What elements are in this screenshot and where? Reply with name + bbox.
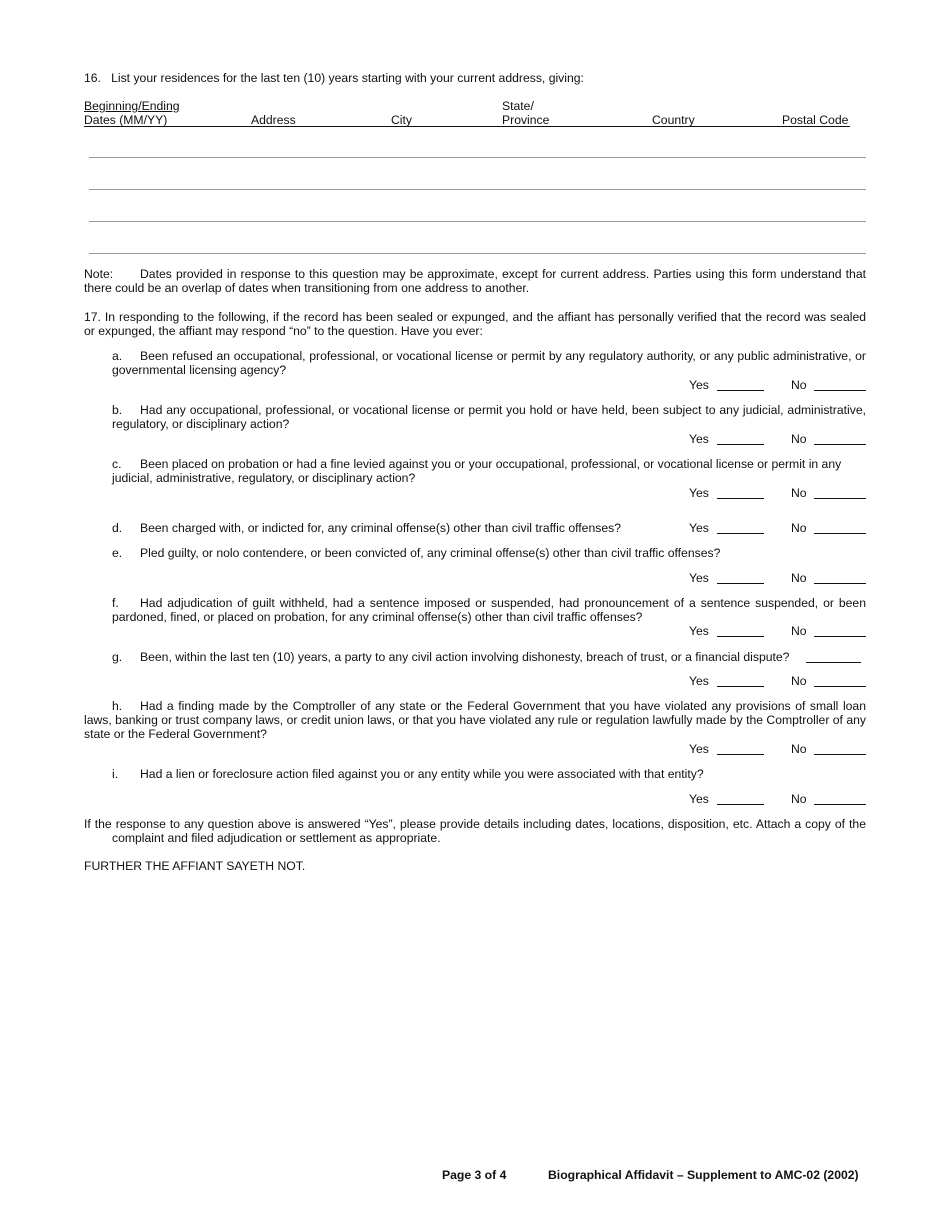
no-label: No: [791, 792, 807, 806]
question-item: [112, 546, 866, 560]
yes-label: Yes: [689, 378, 709, 392]
yes-blank[interactable]: [717, 754, 764, 755]
question-item: [84, 699, 866, 741]
question-item: [112, 767, 866, 781]
question-item: [112, 457, 866, 485]
no-label: No: [791, 571, 807, 585]
note-label: Note:: [84, 267, 114, 281]
yes-no-answer: [689, 378, 869, 392]
yes-no-answer: [689, 742, 869, 756]
no-blank[interactable]: [814, 533, 866, 534]
yes-label: Yes: [689, 742, 709, 756]
residence-row-line[interactable]: [89, 189, 866, 190]
item-text: Been placed on probation or had a fine levied against you or your occupational, professional, or vocational license or permit in any judicial, administrative, regulatory, or disciplinary action?: [112, 457, 842, 485]
yes-blank[interactable]: [717, 804, 764, 805]
residence-row-line[interactable]: [89, 157, 866, 158]
yes-no-answer: [689, 624, 869, 638]
details-instruction: If the response to any question above is answered “Yes”, please provide details including dates, locations, disposition, etc. Attach a copy of the complaint and filed adjudication or settlement as appropriate.: [84, 817, 866, 845]
yes-label: Yes: [689, 624, 709, 638]
yes-no-answer: [689, 571, 869, 585]
yes-label: Yes: [689, 792, 709, 806]
item-label: a.: [112, 349, 123, 363]
yes-label: Yes: [689, 521, 709, 535]
dates-header-line1: Beginning/Ending: [84, 99, 180, 113]
no-blank[interactable]: [814, 636, 866, 637]
no-label: No: [791, 742, 807, 756]
column-dates-header: [84, 99, 180, 127]
column-postal-header: Postal Code: [782, 113, 849, 127]
item-label: b.: [112, 403, 123, 417]
no-label: No: [791, 378, 807, 392]
note-paragraph: [84, 267, 866, 295]
no-blank[interactable]: [814, 686, 866, 687]
no-blank[interactable]: [814, 583, 866, 584]
no-label: No: [791, 624, 807, 638]
item-text: Had adjudication of guilt withheld, had a sentence imposed or suspended, had pronouncement of a sentence suspended, or been pardoned, fined, or placed on probation, for any criminal offense(s) other than civil traffic offenses?: [112, 596, 866, 624]
yes-label: Yes: [689, 432, 709, 446]
question-item: [112, 403, 866, 431]
question-17-intro: 17. In responding to the following, if the record has been sealed or expunged, and the affiant has personally verified that the record was sealed or expunged, the affiant may respond “no” to the question. Have you ever:: [84, 310, 866, 338]
item-label: c.: [112, 457, 122, 471]
question-item: [112, 521, 672, 535]
item-text: Been charged with, or indicted for, any criminal offense(s) other than civil traffic offenses?: [140, 521, 621, 535]
closing-statement: FURTHER THE AFFIANT SAYETH NOT.: [84, 859, 306, 873]
item-label: h.: [112, 699, 123, 713]
document-title: Biographical Affidavit – Supplement to AMC-02 (2002): [548, 1168, 859, 1182]
item-text: Had a lien or foreclosure action filed against you or any entity while you were associated with that entity?: [140, 767, 704, 781]
item-label: f.: [112, 596, 119, 610]
item-text: Been, within the last ten (10) years, a party to any civil action involving dishonesty, breach of trust, or a financial dispute?: [140, 650, 790, 664]
g-extra-blank[interactable]: [806, 662, 861, 663]
question-item: [112, 596, 866, 624]
yes-label: Yes: [689, 486, 709, 500]
yes-blank[interactable]: [717, 533, 764, 534]
item-label: g.: [112, 650, 123, 664]
header-underline: [84, 126, 850, 127]
item-label: e.: [112, 546, 123, 560]
yes-no-answer: [689, 521, 869, 535]
no-blank[interactable]: [814, 754, 866, 755]
no-label: No: [791, 432, 807, 446]
residence-row-line[interactable]: [89, 253, 866, 254]
item-text: Been refused an occupational, professional, or vocational license or permit by any regulatory authority, or any public administrative, or governmental licensing agency?: [112, 349, 866, 377]
yes-label: Yes: [689, 571, 709, 585]
no-blank[interactable]: [814, 804, 866, 805]
no-label: No: [791, 521, 807, 535]
yes-no-answer: [689, 432, 869, 446]
no-label: No: [791, 674, 807, 688]
item-text: Had any occupational, professional, or vocational license or permit you hold or have held, been subject to any judicial, administrative, regulatory, or disciplinary action?: [112, 403, 866, 431]
column-state-header: [502, 99, 549, 127]
no-blank[interactable]: [814, 498, 866, 499]
dates-header-line2: Dates (MM/YY): [84, 113, 168, 127]
yes-blank[interactable]: [717, 636, 764, 637]
question-item: [112, 650, 866, 664]
column-city-header: City: [391, 113, 412, 127]
no-blank[interactable]: [814, 390, 866, 391]
item-label: d.: [112, 521, 123, 535]
yes-no-answer: [689, 674, 869, 688]
yes-no-answer: [689, 792, 869, 806]
item-text: Had a finding made by the Comptroller of any state or the Federal Government that you have violated any provisions of small loan laws, banking or trust company laws, or credit union laws, or that you have violated any rule or regulation lawfully made by the Comptroller of any state or the Federal Government?: [84, 699, 866, 741]
state-header-line2: Province: [502, 113, 550, 127]
yes-blank[interactable]: [717, 444, 764, 445]
yes-no-answer: [689, 486, 869, 500]
yes-blank[interactable]: [717, 583, 764, 584]
question-item: [112, 349, 866, 377]
item-label: i.: [112, 767, 119, 781]
column-address-header: Address: [251, 113, 296, 127]
yes-blank[interactable]: [717, 498, 764, 499]
residence-row-line[interactable]: [89, 221, 866, 222]
state-header-line1: State/: [502, 99, 534, 113]
page-number: Page 3 of 4: [442, 1168, 507, 1182]
yes-label: Yes: [689, 674, 709, 688]
note-text: Dates provided in response to this question may be approximate, except for current address. Parties using this form understand that there could be an overlap of dates when transitioning from one address to another.: [84, 267, 866, 295]
no-blank[interactable]: [814, 444, 866, 445]
yes-blank[interactable]: [717, 390, 764, 391]
column-country-header: Country: [652, 113, 695, 127]
yes-blank[interactable]: [717, 686, 764, 687]
item-text: Pled guilty, or nolo contendere, or been convicted of, any criminal offense(s) other than civil traffic offenses?: [140, 546, 721, 560]
no-label: No: [791, 486, 807, 500]
question-16-text: 16. List your residences for the last ten (10) years starting with your current address, giving:: [84, 71, 584, 85]
